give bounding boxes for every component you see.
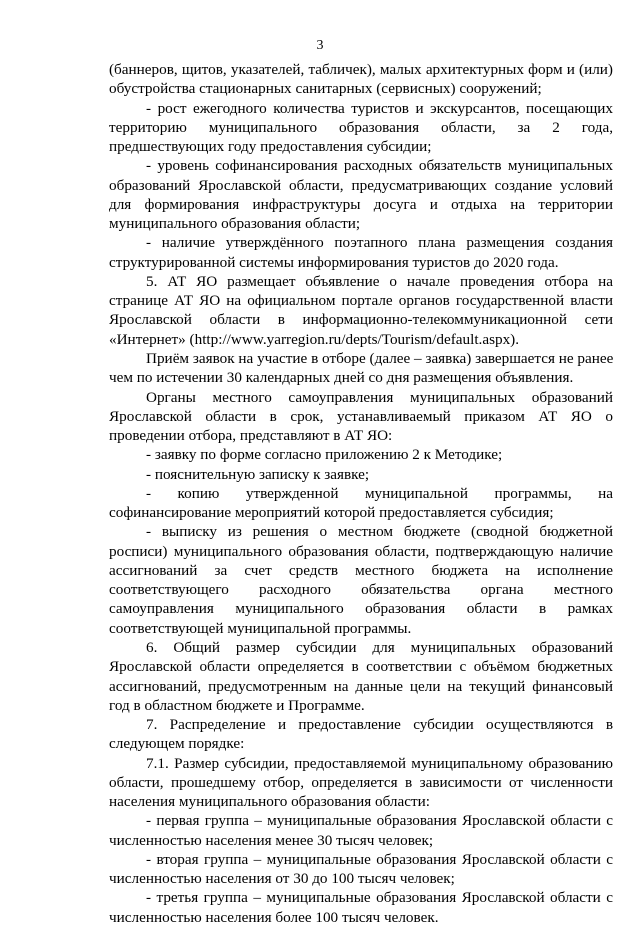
text-line: - рост ежегодного количества туристов и экскурсантов, посещающих: [146, 99, 613, 117]
text-line: Ярославской области в срок, устанавливаемый приказом АТ ЯО о: [109, 407, 613, 425]
text-line: территорию муниципального образования области, за 2 года,: [109, 118, 613, 136]
text-line: для формирования инфраструктуры досуга и отдыха на территории: [109, 195, 613, 213]
text-line: - копию утвержденной муниципальной программы, на: [146, 484, 613, 502]
text-line: предшествующих году предоставления субсидии;: [109, 138, 432, 156]
text-line: 7.1. Размер субсидии, предоставляемой муниципальному образованию: [146, 754, 613, 772]
text-line: численностью населения менее 30 тысяч человек;: [109, 831, 434, 849]
text-line: - пояснительную записку к заявке;: [146, 465, 370, 483]
text-line: - первая группа – муниципальные образования Ярославской области с: [146, 812, 613, 830]
text-line: - выписку из решения о местном бюджете (сводной бюджетной: [146, 523, 613, 541]
text-line: самоуправления муниципального образования области в рамках: [109, 600, 613, 618]
text-line: обустройства стационарных санитарных (сервисных) сооружений;: [109, 80, 542, 98]
text-line: - наличие утверждённого поэтапного плана размещения создания: [146, 234, 613, 252]
text-line: муниципального образования области;: [109, 215, 361, 233]
text-line: «Интернет» (http://www.yarregion.ru/depts/Tourism/default.aspx).: [109, 330, 520, 348]
text-line: Органы местного самоуправления муниципальных образований: [146, 388, 613, 406]
text-line: численностью населения от 30 до 100 тысяч человек;: [109, 870, 455, 888]
text-line: 7. Распределение и предоставление субсидии осуществляются в: [146, 716, 613, 734]
text-line: - заявку по форме согласно приложению 2 к Методике;: [146, 446, 503, 464]
text-line: населения муниципального образования области:: [109, 793, 430, 811]
text-line: соответствующего расходного обязательства органа местного: [109, 581, 613, 599]
text-line: численностью населения более 100 тысяч человек.: [109, 908, 439, 926]
text-line: Ярославской области определяется в соответствии с объёмом бюджетных: [109, 658, 613, 676]
text-line: ассигнований за счет средств местного бюджета на исполнение: [109, 561, 613, 579]
page-number: 3: [316, 38, 324, 53]
text-line: 5. АТ ЯО размещает объявление о начале проведения отбора на: [146, 272, 613, 290]
text-line: 6. Общий размер субсидии для муниципальных образований: [146, 638, 613, 656]
text-line: соответствующей муниципальной программы.: [109, 619, 412, 637]
text-line: образований Ярославской области, предусматривающих создание условий: [109, 176, 613, 194]
text-line: странице АТ ЯО на официальном портале органов государственной власти: [109, 292, 613, 310]
text-line: - третья группа – муниципальные образования Ярославской области с: [146, 889, 613, 907]
text-line: - уровень софинансирования расходных обязательств муниципальных: [146, 157, 613, 175]
text-line: чем по истечении 30 календарных дней со дня размещения объявления.: [109, 369, 574, 387]
text-line: росписи) муниципального образования области, подтверждающую наличие: [109, 542, 613, 560]
text-line: проведении отбора, представляют в АТ ЯО:: [109, 427, 393, 445]
text-line: ассигнований, предусмотренным на данные цели на текущий финансовый: [109, 677, 613, 695]
text-line: год в областном бюджете и Программе.: [109, 696, 365, 714]
text-line: - вторая группа – муниципальные образования Ярославской области с: [146, 850, 613, 868]
text-line: Ярославской области в информационно-телекоммуникационной сети: [109, 311, 613, 329]
text-line: структурированной системы информирования туристов до 2020 года.: [109, 253, 559, 271]
text-line: следующем порядке:: [109, 735, 245, 753]
text-line: (баннеров, щитов, указателей, табличек), малых архитектурных форм и (или): [109, 61, 613, 78]
text-line: Приём заявок на участие в отборе (далее – заявка) завершается не ранее: [146, 349, 614, 367]
text-line: области, прошедшему отбор, определяется в зависимости от численности: [109, 773, 613, 791]
document-body: [109, 60, 613, 927]
text-line: софинансирование мероприятий которой предоставляется субсидия;: [109, 504, 554, 522]
